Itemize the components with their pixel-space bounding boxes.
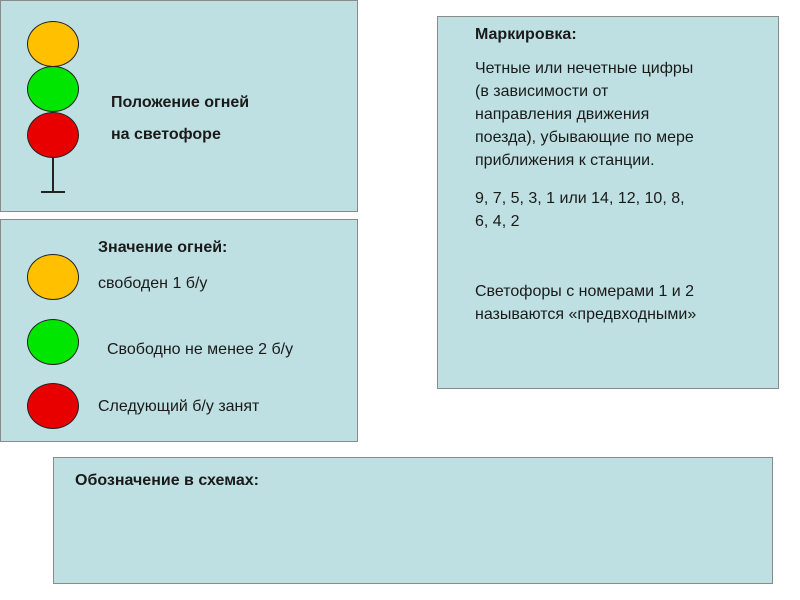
green-light-icon	[27, 319, 79, 365]
yellow-light-icon	[27, 254, 79, 300]
marking-text-line: (в зависимости от	[475, 83, 609, 100]
marking-panel	[437, 16, 779, 389]
marking-title: Маркировка:	[475, 26, 577, 43]
position-title-line2: на светофоре	[111, 126, 221, 143]
marking-numbers-line: 9, 7, 5, 3, 1 или 14, 12, 10, 8,	[475, 190, 685, 207]
marking-text-line: приближения к станции.	[475, 152, 655, 169]
red-light-icon	[27, 383, 79, 429]
green-light-icon	[27, 66, 79, 112]
marking-note-line: Светофоры с номерами 1 и 2	[475, 283, 695, 300]
marking-numbers-line: 6, 4, 2	[475, 213, 520, 230]
signal-mast	[52, 158, 54, 192]
marking-text-line: направления движения	[475, 106, 650, 123]
schemes-panel	[53, 457, 773, 584]
marking-text-line: поезда), убывающие по мере	[475, 129, 694, 146]
signal-meaning-panel	[0, 219, 358, 442]
position-title-line1: Положение огней	[111, 94, 250, 111]
red-light-icon	[27, 112, 79, 158]
meaning-item-yellow: свободен 1 б/у	[98, 275, 208, 292]
marking-note-line: называются «предвходными»	[475, 306, 697, 323]
marking-text-line: Четные или нечетные цифры	[475, 60, 694, 77]
meaning-item-red: Следующий б/у занят	[98, 398, 260, 415]
signal-base	[41, 191, 65, 193]
meaning-item-green: Свободно не менее 2 б/у	[107, 341, 294, 358]
yellow-light-icon	[27, 21, 79, 67]
schemes-title: Обозначение в схемах:	[75, 472, 259, 489]
signal-position-panel	[0, 0, 358, 212]
meaning-title: Значение огней:	[98, 239, 228, 256]
